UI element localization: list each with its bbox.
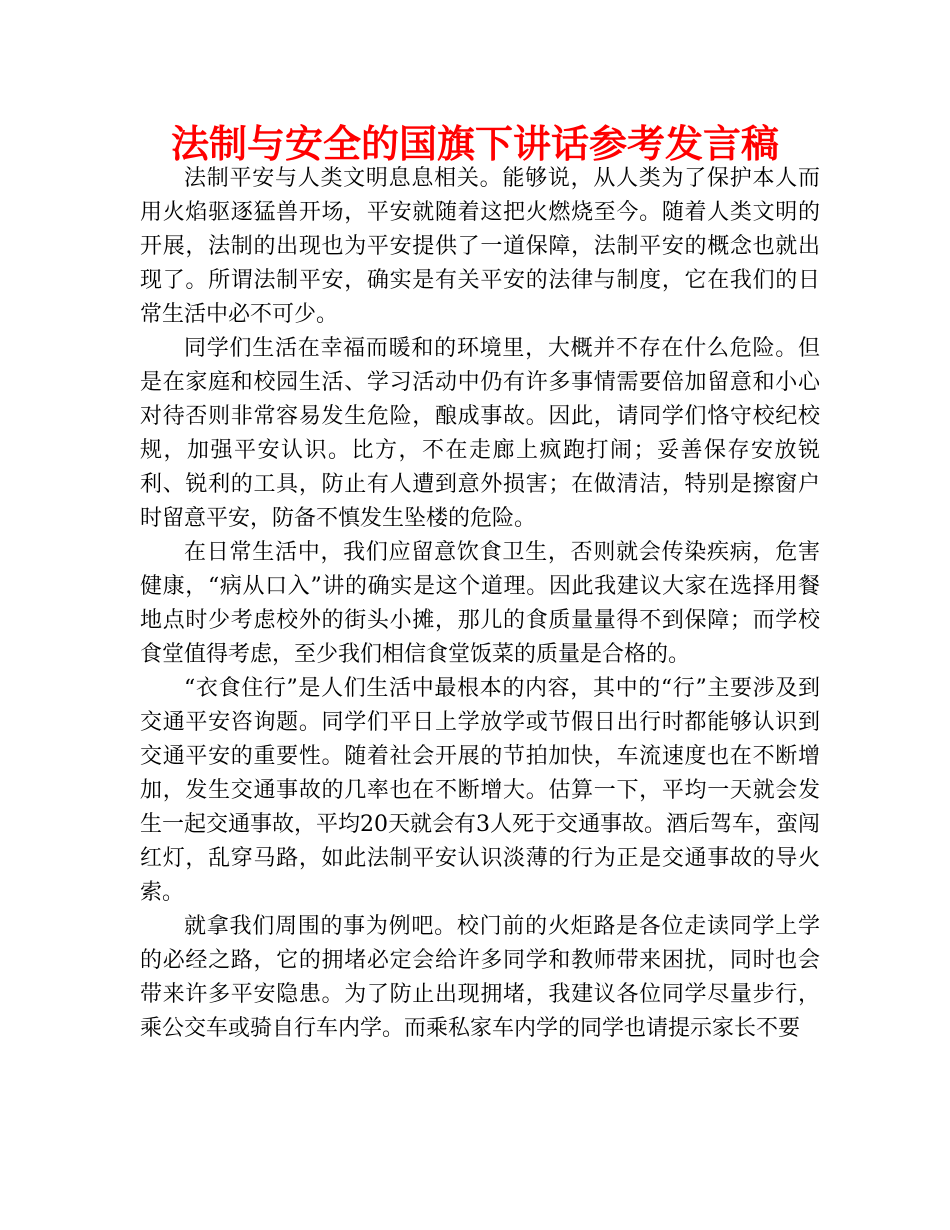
paragraph-1: 法制平安与人类文明息息相关。能够说，从人类为了保护本人而用火焰驱逐猛兽开场，平安就随着这把火燃烧至今。随着人类文明的开展，法制的出现也为平安提供了一道保障，法制平安的概念也就出现了。所谓法制平安，确实是有关平安的法律与制度，它在我们的日常生活中必不可少。 [140,166,820,327]
paragraph-4: “衣食住行”是人们生活中最根本的内容，其中的“行”主要涉及到交通平安咨询题。同学们平日上学放学或节假日出行时都能够认识到交通平安的重要性。随着社会开展的节拍加快，车流速度也在不断增加，发生交通事故的几率也在不断增大。估算一下，平均一天就会发生一起交通事故，平均20天就会有3人死于交通事故。酒后驾车，蛮闯红灯，乱穿马路，如此法制平安认识淡薄的行为正是交通事故的导火索。 [140,676,820,905]
paragraph-3: 在日常生活中，我们应留意饮食卫生，否则就会传染疾病，危害健康，“病从口入”讲的确实是这个道理。因此我建议大家在选择用餐地点时少考虑校外的街头小摊，那儿的食质量量得不到保障；而学校食堂值得考虑，至少我们相信食堂饭菜的质量是合格的。 [140,540,820,667]
paragraph-2: 同学们生活在幸福而暖和的环境里，大概并不存在什么危险。但是在家庭和校园生活、学习活动中仍有许多事情需要倍加留意和小心对待否则非常容易发生危险，酿成事故。因此，请同学们恪守校纪校规，加强平安认识。比方，不在走廊上疯跑打闹；妥善保存安放锐利、锐利的工具，防止有人遭到意外损害；在做清洁，特别是擦窗户时留意平安，防备不慎发生坠楼的危险。 [140,336,820,531]
page-title: 法制与安全的国旗下讲话参考发言稿 [170,122,779,166]
document-body [140,162,820,1046]
paragraph-5: 就拿我们周围的事为例吧。校门前的火炬路是各位走读同学上学的必经之路，它的拥堵必定会给许多同学和教师带来困扰，同时也会带来许多平安隐患。为了防止出现拥堵，我建议各位同学尽量步行，乘公交车或骑自行车内学。而乘私家车内学的同学也请提示家长不要 [140,914,820,1041]
